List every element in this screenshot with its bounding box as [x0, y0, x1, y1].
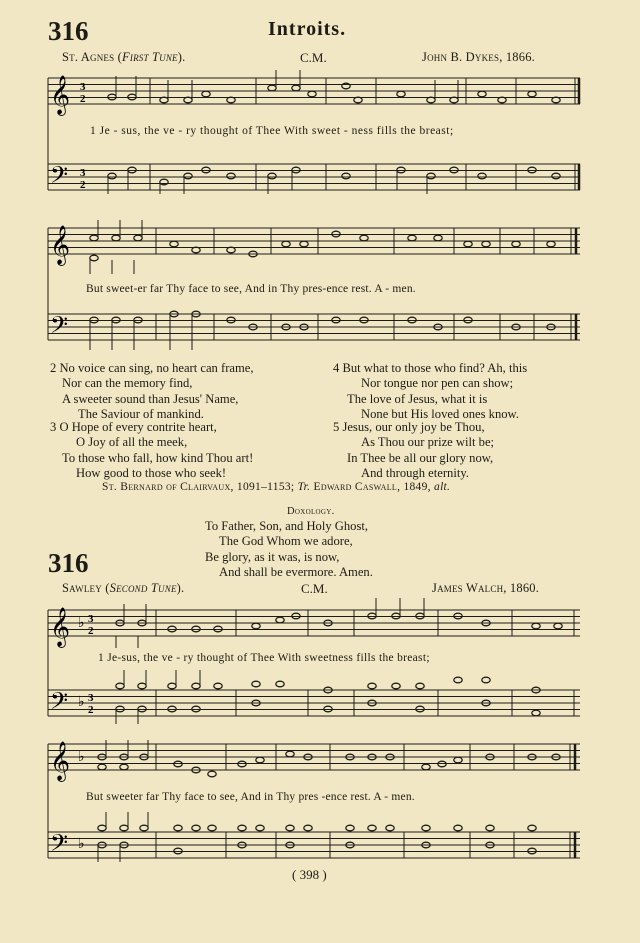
tune1-lyrics-line2: But sweet-er far Thy face to see, And in Thy pres-ence rest. A - men.: [86, 283, 416, 295]
attribution-alt: alt.: [434, 481, 451, 493]
tune2-name-line: Sawley (Second Tune).: [62, 581, 185, 595]
verse-4-line-2: Nor tongue nor pen can show;: [361, 376, 514, 391]
doxology-line-2: The God Whom we adore,: [219, 534, 353, 549]
svg-text:𝄞: 𝄞: [50, 741, 71, 781]
svg-text:𝄞: 𝄞: [50, 225, 71, 265]
treble-clef-icon: 𝄞: [50, 75, 71, 115]
verse-2-line-2: Nor can the memory find,: [62, 376, 193, 391]
tune2-composer: James Walch, 1860.: [432, 581, 540, 595]
attribution-author: St. Bernard of Clairvaux, 1091–1153;: [102, 481, 295, 493]
attribution: [102, 481, 450, 493]
svg-text:𝄢: 𝄢: [50, 311, 69, 344]
tune1-name: St. Agnes: [62, 50, 115, 64]
doxology-heading: Doxology.: [287, 506, 335, 517]
attribution-tr-label: Tr.: [297, 481, 311, 493]
tune2-name: Sawley: [62, 581, 102, 595]
verse-2: [50, 361, 254, 422]
svg-text:𝄢: 𝄢: [50, 829, 69, 862]
svg-text:♭: ♭: [78, 695, 85, 710]
tune1-composer: John B. Dykes, 1866.: [422, 50, 535, 64]
tune2-lyrics-line1: 1 Je-sus, the ve - ry thought of Thee With sweetness fills the breast;: [98, 652, 430, 664]
doxology-line-4: And shall be evermore. Amen.: [219, 564, 373, 579]
svg-text:3: 3: [88, 613, 94, 625]
attribution-translator: Edward Caswall, 1849,: [313, 481, 431, 493]
verse-4-line-1: 4 But what to those who find? Ah, this: [333, 361, 528, 375]
svg-text:2: 2: [80, 93, 86, 105]
verse-3: [50, 420, 253, 481]
doxology-text: [205, 519, 373, 580]
svg-text:2: 2: [88, 704, 94, 716]
verse-5-line-4: And through eternity.: [361, 465, 469, 480]
verse-2-line-4: The Saviour of mankind.: [78, 406, 204, 421]
svg-text:3: 3: [88, 692, 94, 704]
svg-text:3: 3: [80, 167, 86, 179]
verse-4: [333, 361, 527, 422]
tune1-name-line: St. Agnes (First Tune).: [62, 50, 186, 64]
section-title: Introits.: [268, 18, 347, 40]
verse-5-line-2: As Thou our prize wilt be;: [361, 435, 495, 450]
tune1-meter: C.M.: [300, 50, 327, 65]
bass-clef-icon: 𝄢: [50, 161, 69, 194]
verse-4-line-3: The love of Jesus, what it is: [347, 391, 488, 406]
verse-3-line-1: 3 O Hope of every contrite heart,: [50, 420, 217, 434]
verse-2-line-3: A sweeter sound than Jesus' Name,: [62, 391, 239, 406]
tune2-lyrics-line2: But sweeter far Thy face to see, And in Thy pres -ence rest. A - men.: [86, 791, 415, 803]
svg-text:𝄞: 𝄞: [50, 607, 71, 647]
doxology-line-1: To Father, Son, and Holy Ghost,: [205, 519, 369, 533]
tune2-hymn-number: 316: [48, 548, 89, 578]
svg-text:3: 3: [80, 81, 86, 93]
svg-text:𝄢: 𝄢: [50, 687, 69, 720]
verse-5: [333, 420, 494, 481]
doxology-line-3: Be glory, as it was, is now,: [205, 549, 340, 564]
hymn-number: 316: [48, 16, 89, 46]
verse-3-line-2: O Joy of all the meek,: [76, 435, 188, 450]
verse-4-line-4: None but His loved ones know.: [361, 406, 519, 421]
svg-text:♭: ♭: [78, 837, 85, 852]
page-number: ( 398 ): [292, 867, 327, 882]
verse-3-line-4: How good to those who seek!: [76, 465, 227, 480]
tune2-note: Second Tune: [109, 581, 177, 595]
svg-text:2: 2: [88, 625, 94, 637]
verse-2-line-1: 2 No voice can sing, no heart can frame,: [50, 361, 254, 375]
verse-5-line-1: 5 Jesus, our only joy be Thou,: [333, 420, 485, 434]
verse-5-line-3: In Thee be all our glory now,: [347, 450, 494, 465]
tune1-lyrics-line1: 1 Je - sus, the ve - ry thought of Thee With sweet - ness fills the breast;: [90, 125, 454, 137]
svg-text:2: 2: [80, 179, 86, 191]
tune2-meter: C.M.: [301, 581, 328, 596]
tune1-note: First Tune: [122, 50, 178, 64]
svg-text:♭: ♭: [78, 616, 85, 631]
verse-3-line-3: To those who fall, how kind Thou art!: [62, 450, 254, 465]
svg-text:♭: ♭: [78, 750, 85, 765]
